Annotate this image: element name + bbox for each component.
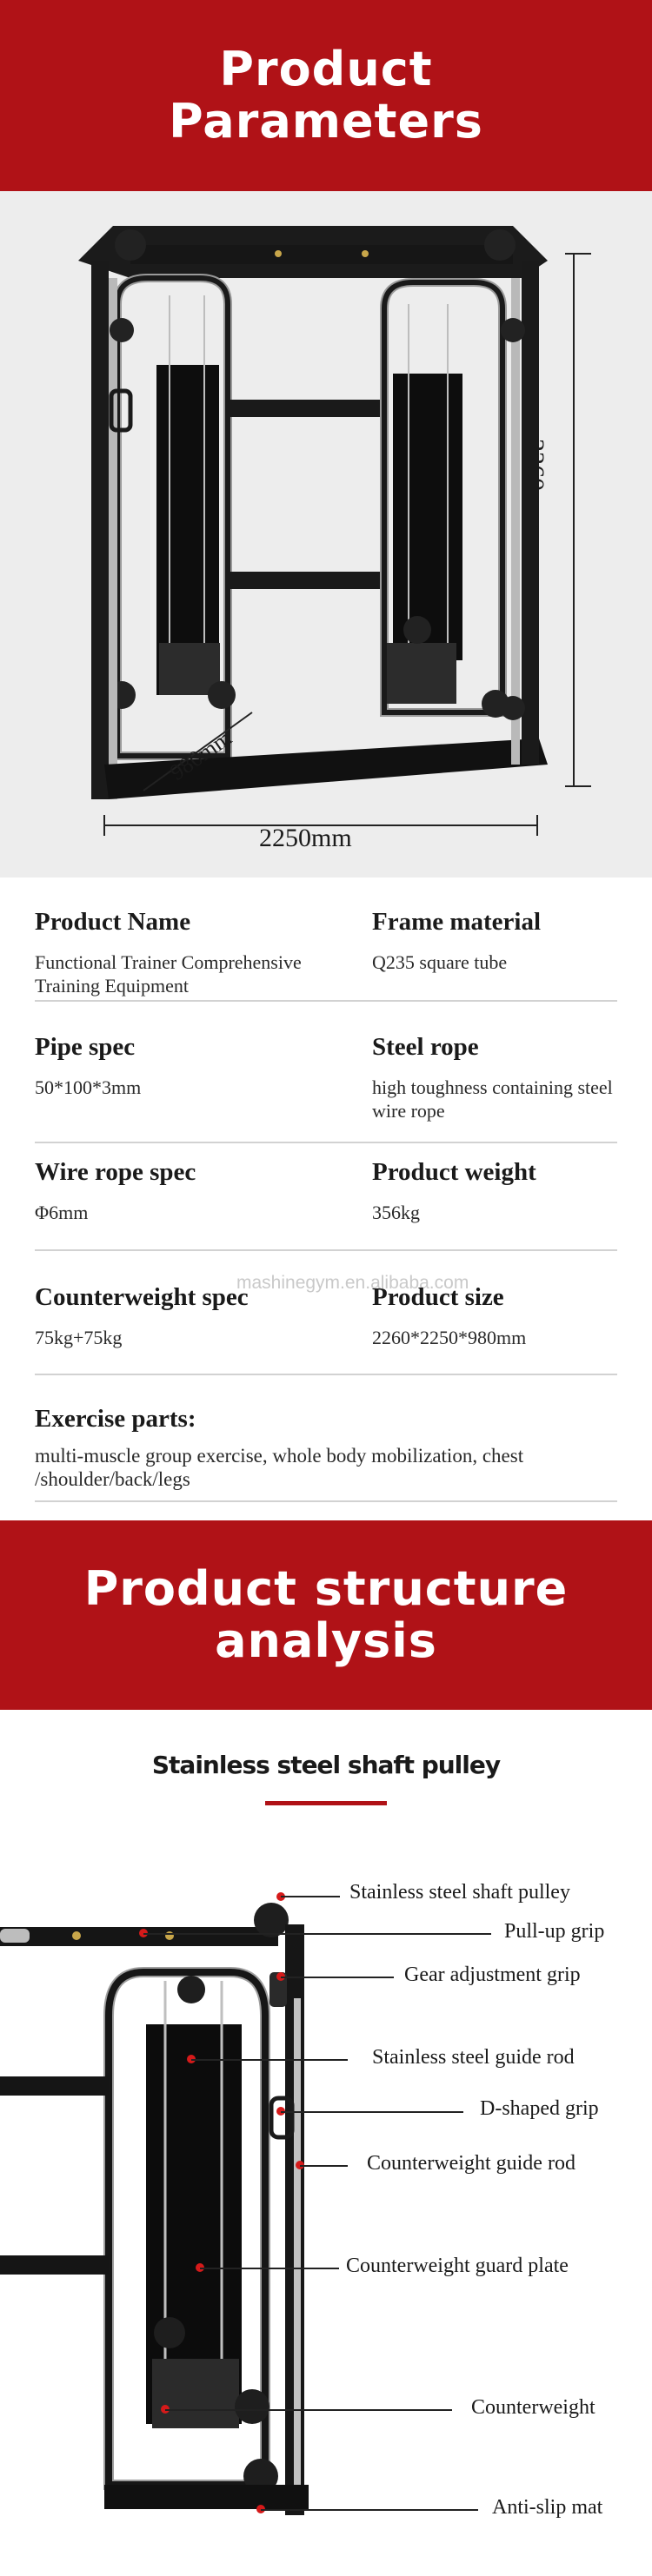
callout-d-shaped-grip: D-shaped grip bbox=[480, 2097, 599, 2120]
param-value: Functional Trainer Comprehensive Training Equipment bbox=[35, 951, 302, 997]
param-value: 75kg+75kg bbox=[35, 1327, 123, 1348]
machine-detail-illustration bbox=[0, 1885, 330, 2533]
param-product-name bbox=[35, 908, 322, 997]
divider bbox=[35, 1000, 617, 1002]
dimension-depth: 980mm bbox=[165, 725, 236, 785]
param-value: 2260*2250*980mm bbox=[372, 1327, 527, 1348]
param-label: Steel rope bbox=[372, 1033, 479, 1061]
param-exercise-parts bbox=[35, 1405, 617, 1491]
param-label: Pipe spec bbox=[35, 1033, 136, 1061]
param-value: Φ6mm bbox=[35, 1202, 89, 1223]
banner-title-line2: Parameters bbox=[169, 94, 483, 149]
callout-line bbox=[261, 2509, 478, 2511]
callout-anti-slip-mat: Anti-slip mat bbox=[492, 2496, 603, 2519]
param-wire-rope-spec bbox=[35, 1158, 322, 1224]
divider bbox=[35, 1500, 617, 1502]
watermark: mashinegym.en.alibaba.com bbox=[236, 1273, 469, 1293]
callout-line bbox=[143, 1933, 491, 1935]
product-photo-dimensions bbox=[0, 191, 652, 877]
callout-line bbox=[281, 1896, 340, 1897]
banner-title-line1: Product structure bbox=[83, 1561, 569, 1616]
callout-guide-rod: Stainless steel guide rod bbox=[372, 2046, 575, 2069]
machine-illustration bbox=[0, 191, 652, 877]
callout-line bbox=[281, 1977, 394, 1978]
structure-photo bbox=[0, 1885, 330, 2533]
param-value: high toughness containing steel wire rope bbox=[372, 1076, 613, 1122]
parameters-banner bbox=[0, 0, 652, 191]
param-label: Product weight bbox=[372, 1158, 536, 1186]
callout-shaft-pulley: Stainless steel shaft pulley bbox=[349, 1881, 570, 1904]
callout-pull-up-grip: Pull-up grip bbox=[504, 1920, 605, 1943]
dimension-width: 2250mm bbox=[259, 824, 352, 852]
param-value: 356kg bbox=[372, 1202, 420, 1223]
subtitle-underline bbox=[265, 1801, 387, 1805]
param-steel-rope bbox=[372, 1033, 633, 1122]
callout-line bbox=[191, 2059, 348, 2061]
banner-title-line2: analysis bbox=[215, 1613, 437, 1668]
param-label: Frame material bbox=[372, 908, 542, 936]
callout-line bbox=[165, 2409, 452, 2411]
param-pipe-spec bbox=[35, 1033, 322, 1099]
callout-gear-adjustment-grip: Gear adjustment grip bbox=[404, 1963, 581, 1986]
param-label: Counterweight spec bbox=[35, 1283, 249, 1311]
structure-subtitle: Stainless steel shaft pulley bbox=[151, 1751, 501, 1779]
callout-line bbox=[281, 2111, 463, 2113]
param-value: 50*100*3mm bbox=[35, 1076, 142, 1098]
divider bbox=[35, 1249, 617, 1251]
param-value: Q235 square tube bbox=[372, 951, 508, 973]
param-frame-material bbox=[372, 908, 633, 974]
banner-title-line1: Product bbox=[219, 42, 433, 96]
param-label: Product Name bbox=[35, 908, 191, 936]
callout-counterweight-guide-rod: Counterweight guide rod bbox=[367, 2152, 575, 2175]
param-counterweight-spec bbox=[35, 1283, 348, 1349]
dimension-height: 2260mm bbox=[521, 439, 549, 532]
structure-banner bbox=[0, 1520, 652, 1710]
callout-line bbox=[300, 2165, 348, 2167]
param-product-weight bbox=[372, 1158, 633, 1224]
param-label: Wire rope spec bbox=[35, 1158, 196, 1186]
callout-guard-plate: Counterweight guard plate bbox=[346, 2255, 569, 2277]
divider bbox=[35, 1374, 617, 1375]
param-label: Exercise parts: bbox=[35, 1405, 196, 1433]
callout-line bbox=[200, 2268, 339, 2269]
callout-counterweight: Counterweight bbox=[471, 2396, 595, 2419]
divider bbox=[35, 1142, 617, 1143]
param-value: multi-muscle group exercise, whole body mobilization, chest /shoulder/back/legs bbox=[35, 1445, 524, 1490]
param-label: Product size bbox=[372, 1283, 504, 1311]
param-product-size bbox=[372, 1283, 633, 1349]
